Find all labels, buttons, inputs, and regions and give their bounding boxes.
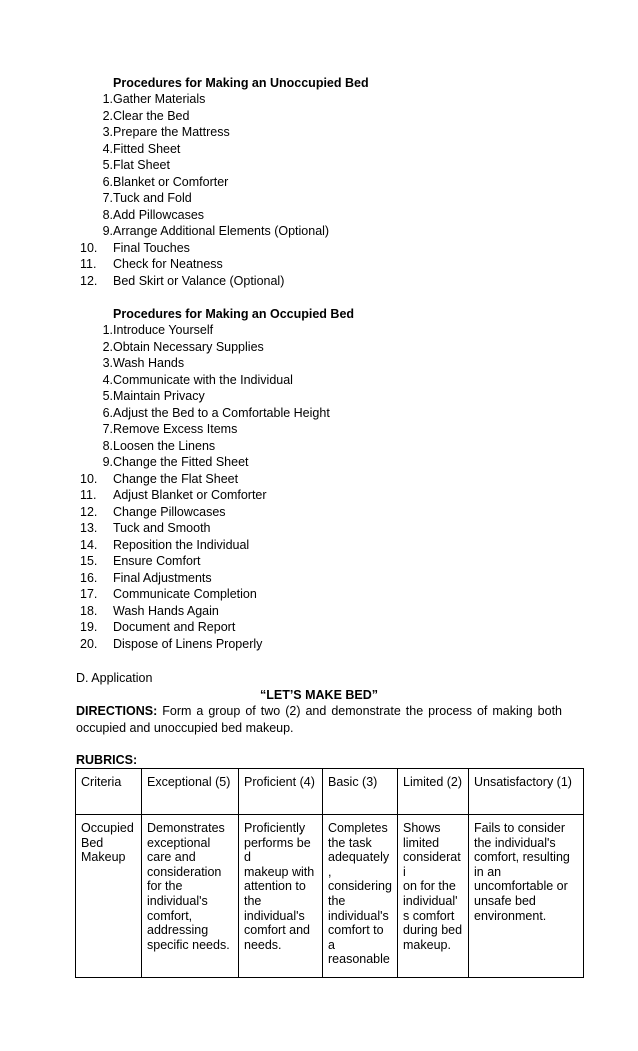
- step-number: 5.: [102, 158, 113, 172]
- rubric-cell-line: in an: [474, 864, 502, 879]
- step-text: Communicate with the Individual: [113, 372, 293, 387]
- step-text: Reposition the Individual: [113, 537, 250, 552]
- unoccupied-step: [80, 108, 329, 125]
- rubric-cell-line: considering: [328, 879, 392, 894]
- rubric-cell-line: for the: [147, 879, 183, 894]
- rubric-cell-line: Occupied: [81, 821, 134, 835]
- rubric-header-row: [76, 769, 584, 815]
- step-number: 7.: [102, 422, 113, 436]
- occupied-step: [80, 504, 330, 521]
- step-text: Change the Fitted Sheet: [113, 455, 249, 469]
- step-number: 4.: [102, 141, 113, 156]
- occupied-step: [80, 570, 330, 587]
- rubric-cell-line: the task: [328, 835, 372, 850]
- unoccupied-step: [80, 157, 329, 174]
- activity-title: “LET’S MAKE BED”: [259, 688, 379, 702]
- rubrics-label: RUBRICS:: [76, 753, 138, 767]
- step-text: Final Touches: [113, 240, 190, 255]
- unoccupied-procedures-list: [80, 91, 329, 289]
- step-number: 10.: [80, 240, 98, 255]
- step-text: Tuck and Fold: [113, 191, 192, 205]
- occupied-procedures-title: Procedures for Making an Occupied Bed: [113, 307, 355, 321]
- rubric-cell-line: environment.: [474, 908, 547, 923]
- rubric-cell-line: individual's: [244, 908, 305, 923]
- directions-text: Form a group of two (2) and demonstrate the process of making both occupied and unoccupied bed makeup.: [76, 704, 562, 735]
- step-number: 2.: [102, 339, 113, 354]
- step-text: Maintain Privacy: [113, 389, 205, 403]
- step-text: Fitted Sheet: [113, 141, 181, 156]
- occupied-step: [80, 520, 330, 537]
- rubric-cell-line: considerati: [403, 850, 461, 879]
- step-number: 18.: [80, 603, 98, 618]
- step-number: 11.: [80, 488, 97, 502]
- step-number: 2.: [102, 108, 113, 123]
- rubric-cell-line: on for the: [403, 879, 456, 894]
- rubric-cell-line: limited: [403, 835, 440, 850]
- unoccupied-step: [80, 207, 329, 224]
- step-text: Clear the Bed: [113, 108, 190, 123]
- step-text: Adjust the Bed to a Comfortable Height: [113, 405, 330, 420]
- rubric-cell-line: comfort and: [244, 923, 311, 938]
- occupied-step: [80, 339, 330, 356]
- step-text: Final Adjustments: [113, 570, 212, 585]
- step-number: 16.: [80, 570, 98, 585]
- step-text: Add Pillowcases: [113, 207, 205, 222]
- rubric-cell-line: individual': [403, 893, 458, 908]
- rubric-cell-line: Makeup: [81, 850, 126, 865]
- step-text: Adjust Blanket or Comforter: [113, 488, 267, 502]
- step-number: 4.: [102, 372, 113, 387]
- occupied-step: [80, 421, 330, 438]
- occupied-step: [80, 372, 330, 389]
- unoccupied-step: [80, 190, 329, 207]
- step-number: 11.: [80, 257, 97, 271]
- occupied-step: [80, 322, 330, 339]
- rubric-header-cell: Criteria: [76, 769, 142, 815]
- occupied-step: [80, 405, 330, 422]
- rubric-cell-line: individual's: [328, 908, 389, 923]
- rubric-header-cell: Basic (3): [323, 769, 398, 815]
- step-text: Introduce Yourself: [113, 323, 214, 337]
- rubric-cell-line: care and: [147, 850, 196, 865]
- occupied-procedures-list: [80, 322, 330, 652]
- step-number: 7.: [102, 191, 113, 205]
- rubric-cell: [398, 815, 469, 978]
- rubric-header-cell: Limited (2): [398, 769, 469, 815]
- rubric-header-cell: Proficient (4): [239, 769, 323, 815]
- rubric-cell-line: ,: [328, 864, 332, 879]
- occupied-step: [80, 619, 330, 636]
- rubric-cell-line: makeup with: [244, 864, 315, 879]
- occupied-step: [80, 454, 330, 471]
- step-number: 9.: [102, 224, 113, 238]
- unoccupied-step: [80, 141, 329, 158]
- step-text: Wash Hands: [113, 356, 185, 370]
- rubric-cell-line: unsafe bed: [474, 893, 536, 908]
- step-text: Dispose of Linens Properly: [113, 636, 263, 651]
- step-number: 14.: [80, 537, 98, 552]
- step-text: Prepare the Mattress: [113, 125, 230, 139]
- step-number: 17.: [80, 587, 98, 601]
- occupied-step: [80, 603, 330, 620]
- step-number: 19.: [80, 620, 98, 634]
- rubric-cell-line: attention to: [244, 879, 306, 894]
- occupied-step: [80, 636, 330, 653]
- section-heading-application: D. Application: [76, 671, 153, 685]
- rubric-cell: [239, 815, 323, 978]
- directions-label: DIRECTIONS:: [76, 704, 158, 718]
- rubric-cell-line: the individual's: [474, 835, 556, 850]
- rubric-cell-line: comfort,: [147, 908, 193, 923]
- rubric-cell-line: a: [328, 937, 335, 952]
- rubric-cell-line: Demonstrates: [147, 821, 225, 835]
- rubric-cell: [469, 815, 584, 978]
- occupied-step: [80, 487, 330, 504]
- step-number: 8.: [102, 438, 113, 453]
- step-number: 6.: [102, 405, 113, 420]
- rubric-header-cell: Unsatisfactory (1): [469, 769, 584, 815]
- rubric-row-occupied-bed-makeup: [76, 815, 584, 978]
- step-number: 5.: [102, 389, 113, 403]
- step-text: Blanket or Comforter: [113, 174, 229, 189]
- step-number: 13.: [80, 521, 98, 535]
- step-number: 6.: [102, 174, 113, 189]
- rubric-cell-line: during bed: [403, 923, 463, 938]
- rubric-cell-line: Shows: [403, 821, 441, 835]
- rubric-cell-line: the: [328, 893, 346, 908]
- step-number: 20.: [80, 636, 98, 651]
- step-text: Wash Hands Again: [113, 603, 219, 618]
- occupied-step: [80, 355, 330, 372]
- rubric-cell-line: Fails to consider: [474, 821, 566, 835]
- occupied-step: [80, 438, 330, 455]
- rubric-cell-line: performs bed: [244, 835, 311, 865]
- directions-paragraph: [76, 703, 562, 737]
- step-number: 12.: [80, 504, 98, 519]
- step-number: 9.: [102, 455, 113, 469]
- rubric-cell-line: comfort, resulting: [474, 850, 570, 865]
- step-text: Arrange Additional Elements (Optional): [113, 224, 330, 238]
- rubric-table: [75, 768, 584, 978]
- unoccupied-step: [80, 91, 329, 108]
- step-number: 10.: [80, 471, 98, 486]
- rubric-cell-line: the: [244, 893, 262, 908]
- occupied-step: [80, 388, 330, 405]
- rubric-cell-line: comfort to: [328, 923, 384, 938]
- step-text: Obtain Necessary Supplies: [113, 339, 264, 354]
- step-text: Document and Report: [113, 620, 236, 634]
- occupied-step: [80, 586, 330, 603]
- rubric-cell-line: makeup.: [403, 937, 451, 952]
- unoccupied-step: [80, 240, 329, 257]
- rubric-cell-line: individual's: [147, 893, 208, 908]
- step-text: Remove Excess Items: [113, 422, 238, 436]
- rubric-cell: [76, 815, 142, 978]
- step-text: Communicate Completion: [113, 587, 257, 601]
- occupied-step: [80, 553, 330, 570]
- occupied-step: [80, 471, 330, 488]
- step-text: Change Pillowcases: [113, 504, 226, 519]
- unoccupied-step: [80, 273, 329, 290]
- rubric-header-cell: Exceptional (5): [142, 769, 239, 815]
- unoccupied-step: [80, 256, 329, 273]
- step-number: 3.: [102, 356, 113, 370]
- step-text: Tuck and Smooth: [113, 521, 211, 535]
- step-number: 3.: [102, 125, 113, 139]
- unoccupied-procedures-title: Procedures for Making an Unoccupied Bed: [113, 76, 369, 90]
- rubric-cell: [142, 815, 239, 978]
- unoccupied-step: [80, 124, 329, 141]
- step-text: Flat Sheet: [113, 158, 170, 172]
- rubric-cell-line: addressing: [147, 923, 209, 938]
- step-text: Loosen the Linens: [113, 438, 216, 453]
- step-number: 15.: [80, 554, 98, 568]
- rubric-cell-line: s comfort: [403, 908, 455, 923]
- step-number: 1.: [102, 323, 113, 337]
- rubric-cell-line: Bed: [81, 835, 104, 850]
- rubric-cell-line: exceptional: [147, 835, 211, 850]
- unoccupied-step: [80, 174, 329, 191]
- rubric-cell-line: Proficiently: [244, 821, 306, 835]
- unoccupied-step: [80, 223, 329, 240]
- rubric-cell-line: Completes: [328, 821, 388, 835]
- occupied-step: [80, 537, 330, 554]
- rubric-cell-line: adequately: [328, 850, 390, 865]
- step-number: 8.: [102, 207, 113, 222]
- rubric-cell: [323, 815, 398, 978]
- step-text: Gather Materials: [113, 92, 206, 106]
- step-number: 12.: [80, 273, 98, 288]
- step-text: Change the Flat Sheet: [113, 471, 239, 486]
- rubric-cell-line: needs.: [244, 937, 282, 952]
- step-text: Check for Neatness: [113, 257, 223, 271]
- rubric-cell-line: reasonable: [328, 952, 390, 967]
- rubric-cell-line: consideration: [147, 864, 222, 879]
- rubric-cell-line: uncomfortable or: [474, 879, 568, 894]
- step-text: Ensure Comfort: [113, 554, 201, 568]
- rubric-cell-line: specific needs.: [147, 937, 230, 952]
- step-number: 1.: [102, 92, 113, 106]
- step-text: Bed Skirt or Valance (Optional): [113, 273, 285, 288]
